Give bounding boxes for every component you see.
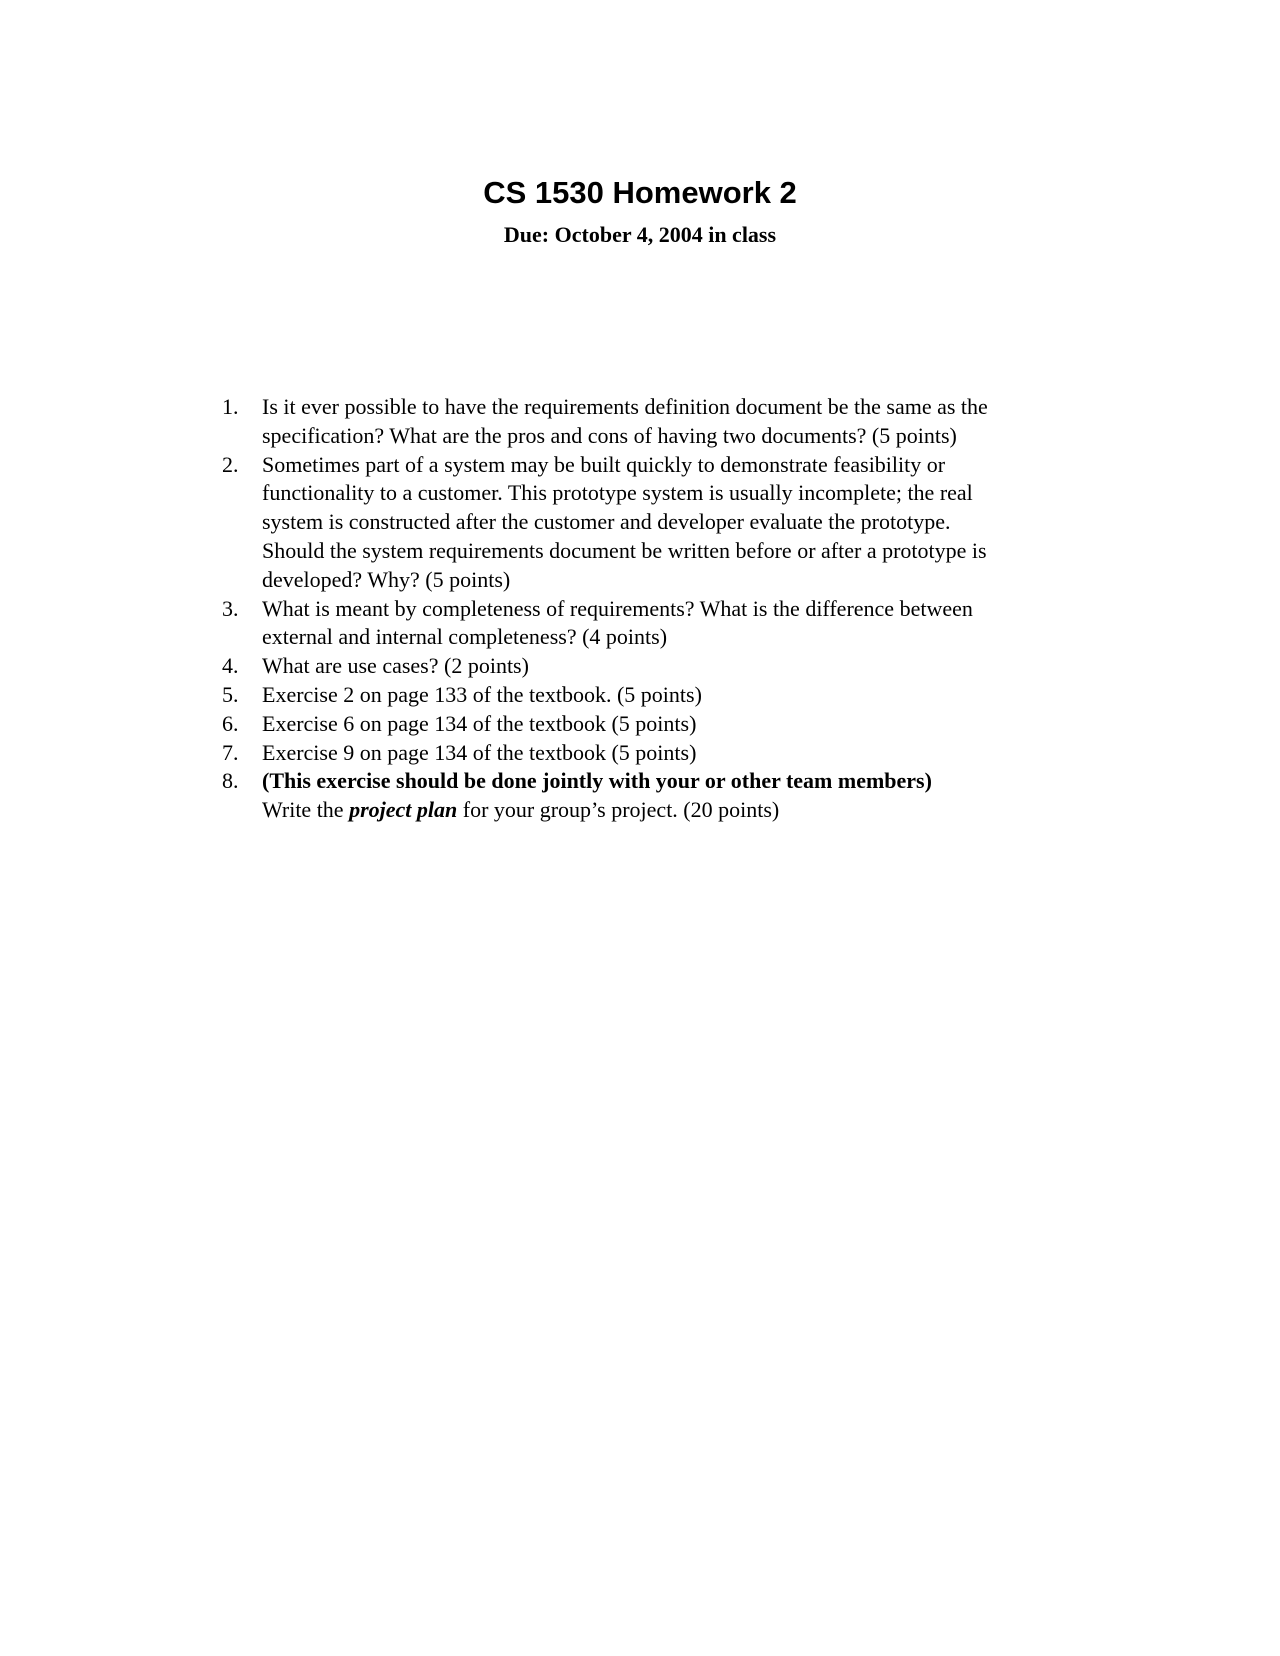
list-item (222, 652, 1102, 681)
question-text-line: Is it ever possible to have the requirements definition document be the same as the (262, 394, 988, 419)
project-plan-emphasis: project plan (349, 797, 458, 823)
write-prefix: Write the (262, 797, 350, 823)
question-text-line: developed? Why? (5 points) (262, 566, 511, 592)
question-text-line: functionality to a customer. This prototype system is usually incomplete; the real (262, 480, 973, 506)
question-number: 2. (222, 451, 239, 477)
list-item (222, 710, 1102, 739)
due-date: Due: October 4, 2004 in class (503, 222, 777, 247)
question-text-line: Sometimes part of a system may be built quickly to demonstrate feasibility or (262, 451, 946, 477)
question-number: 3. (222, 595, 239, 621)
question-text-line: specification? What are the pros and cons of having two documents? (5 points) (262, 422, 957, 448)
list-item (222, 739, 1102, 768)
question-text-line (262, 796, 1102, 825)
page-title: CS 1530 Homework 2 (483, 175, 797, 210)
question-text-line: Exercise 9 on page 134 of the textbook (5 points) (262, 739, 697, 765)
question-text-line: What are use cases? (2 points) (262, 653, 529, 679)
question-number: 1. (222, 394, 239, 419)
question-text-line: Should the system requirements document be written before or after a prototype is (262, 537, 987, 563)
question-number: 7. (222, 739, 239, 765)
list-item (222, 393, 1102, 451)
list-item (222, 767, 1102, 825)
question-number: 4. (222, 653, 239, 679)
question-text-line: What is meant by completeness of requirements? What is the difference between (262, 595, 973, 621)
list-item (222, 595, 1102, 653)
question-number: 8. (222, 768, 239, 794)
question-text-line: system is constructed after the customer and developer evaluate the prototype. (262, 509, 951, 535)
question-list (222, 393, 1102, 825)
question-number: 6. (222, 710, 239, 736)
write-suffix: for your group’s project. (20 points) (457, 797, 780, 823)
question-text-line: Exercise 6 on page 134 of the textbook (5 points) (262, 710, 697, 736)
question-text-line: external and internal completeness? (4 points) (262, 624, 668, 650)
list-item (222, 451, 1102, 595)
question-number: 5. (222, 681, 239, 707)
list-item (222, 681, 1102, 710)
question-text-line: Exercise 2 on page 133 of the textbook. (5 points) (262, 681, 702, 707)
team-exercise-note: (This exercise should be done jointly with your or other team members) (262, 768, 932, 794)
